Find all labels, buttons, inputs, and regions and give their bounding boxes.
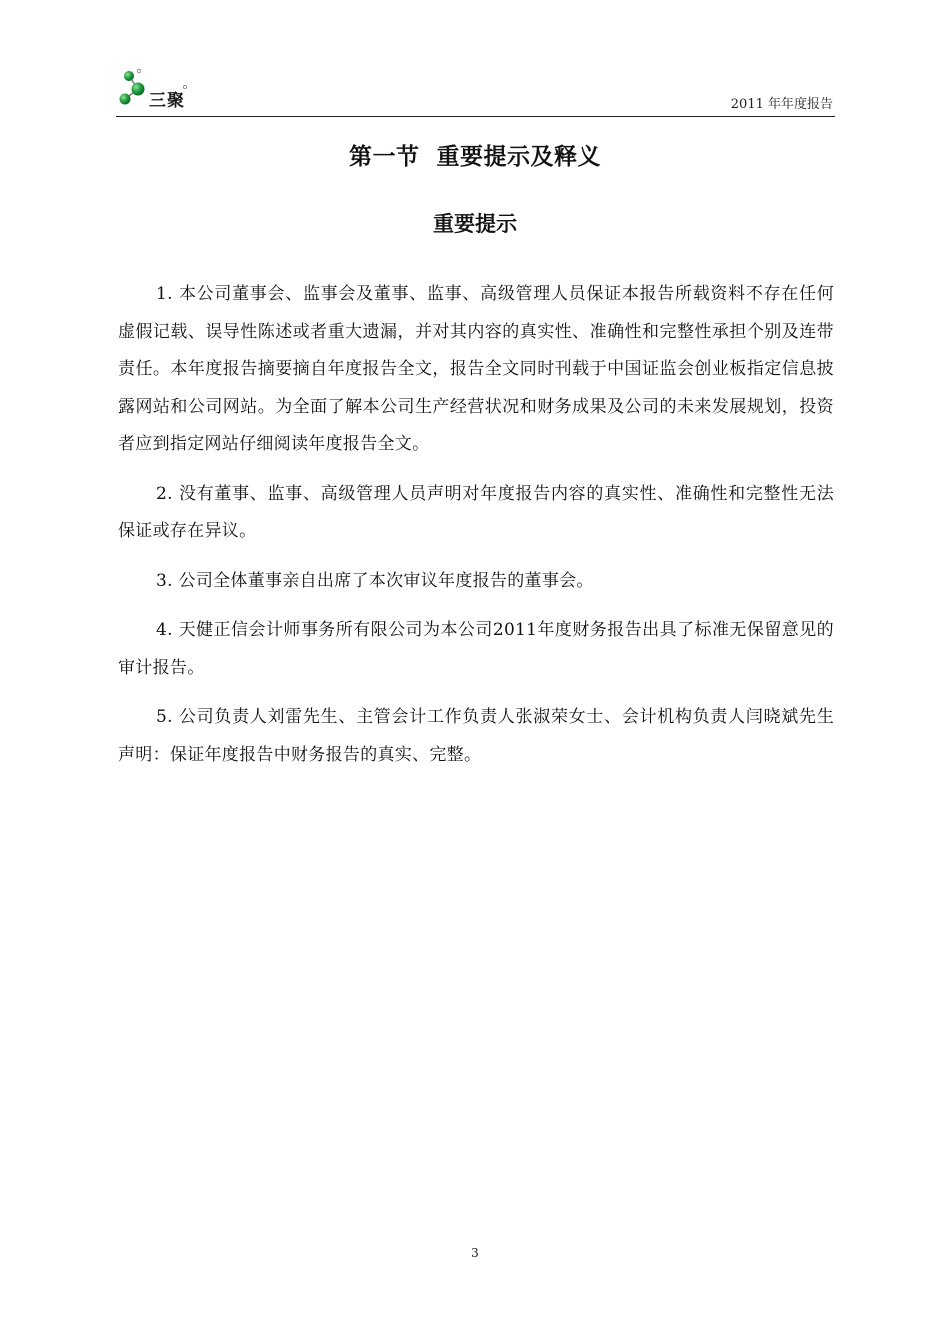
section-title: 第一节 重要提示及释义: [348, 144, 601, 170]
company-logo: [116, 66, 206, 110]
notice-paragraph-1: 1. 本公司董事会、监事会及董事、监事、高级管理人员保证本报告所载资料不存在任何虚假记载、误导性陈述或者重大遗漏，并对其内容的真实性、准确性和完整性承担个别及连带责任。本年度报告摘要摘自年度报告全文，报告全文同时刊载于中国证监会创业板指定信息披露网站和公司网站。为全面了解本公司生产经营状况和财务成果及公司的未来发展规划，投资者应到指定网站仔细阅读年度报告全文。: [118, 284, 834, 454]
logo-text: 三聚: [149, 91, 185, 111]
registered-mark-icon: [137, 69, 141, 73]
notice-content: [118, 276, 834, 786]
notice-paragraph-4: 4. 天健正信会计师事务所有限公司为本公司2011年度财务报告出具了标准无保留意见的审计报告。: [118, 620, 834, 678]
sub-title: 重要提示: [433, 212, 517, 236]
logo-ball-middle-icon: [132, 83, 145, 96]
notice-paragraph-3: 3. 公司全体董事亲自出席了本次审议年度报告的董事会。: [156, 570, 594, 591]
report-title: 2011 年年度报告: [730, 97, 833, 112]
notice-paragraph-2: 2. 没有董事、监事、高级管理人员声明对年度报告内容的真实性、准确性和完整性无法保证或存在异议。: [118, 483, 834, 541]
logo-ball-top-icon: [124, 71, 134, 81]
page-number: 3: [471, 1246, 479, 1260]
logo-ball-bottom-icon: [120, 94, 131, 105]
notice-paragraph-5: 5. 公司负责人刘雷先生、主管会计工作负责人张淑荣女士、会计机构负责人闫晓斌先生声明：保证年度报告中财务报告的真实、完整。: [118, 707, 834, 765]
page-header: [116, 64, 835, 117]
